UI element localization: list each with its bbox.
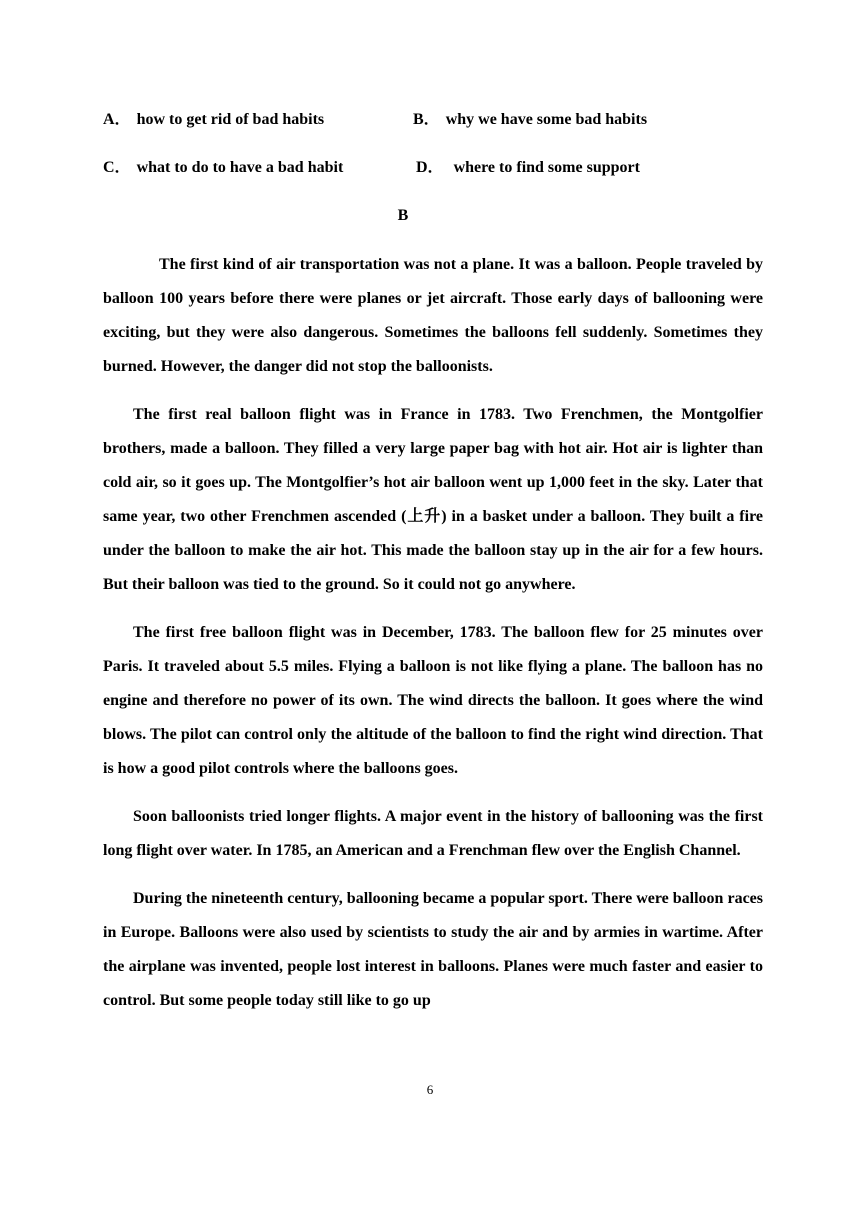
paragraph: During the nineteenth century, ballooning became a popular sport. There were balloon races in Europe. Balloons were also used by scientists to study the air and by armies in wartime. After the airplane was invented, people lost interest in balloons. Planes were much faster and easier to control. But some people today still like to go up bbox=[103, 890, 763, 1009]
option-letter: D． bbox=[416, 159, 444, 176]
paragraph: Soon balloonists tried longer flights. A major event in the history of ballooning was the first long flight over water. In 1785, an American and a Frenchman flew over the English Channel. bbox=[103, 808, 763, 859]
option-letter: C． bbox=[103, 159, 131, 176]
option-text: where to find some support bbox=[449, 159, 640, 176]
option-letter: A． bbox=[103, 111, 131, 128]
option-text: why we have some bad habits bbox=[445, 111, 648, 128]
option-c bbox=[103, 158, 343, 178]
paragraph: The first free balloon flight was in December, 1783. The balloon flew for 25 minutes over Paris. It traveled about 5.5 miles. Flying a balloon is not like flying a plane. The balloon has no engine and therefore no power of its own. The wind directs the balloon. It goes where the wind blows. The pilot can control only the altitude of the balloon to find the right wind direction. That is how a good pilot controls where the balloons goes. bbox=[103, 624, 763, 777]
paragraph: The first kind of air transportation was not a plane. It was a balloon. People traveled by balloon 100 years before there were planes or jet aircraft. Those early days of ballooning were exciting, but they were also dangerous. Sometimes the balloons fell suddenly. Sometimes they burned. However, the danger did not stop the balloonists. bbox=[103, 256, 763, 375]
option-a bbox=[103, 110, 324, 130]
page-number: 6 bbox=[426, 1082, 434, 1097]
option-text: how to get rid of bad habits bbox=[136, 111, 325, 128]
section-heading: B bbox=[397, 207, 409, 224]
option-text: what to do to have a bad habit bbox=[136, 159, 344, 176]
reading-passage bbox=[103, 248, 763, 1032]
option-letter: B． bbox=[413, 111, 440, 128]
option-d bbox=[416, 158, 640, 178]
paragraph: The first real balloon flight was in France in 1783. Two Frenchmen, the Montgolfier brothers, made a balloon. They filled a very large paper bag with hot air. Hot air is lighter than cold air, so it goes up. The Montgolfier’s hot air balloon went up 1,000 feet in the sky. Later that same year, two other Frenchmen ascended (上升) in a basket under a balloon. They built a fire under the balloon to make the air hot. This made the balloon stay up in the air for a few hours. But their balloon was tied to the ground. So it could not go anywhere. bbox=[103, 406, 763, 593]
option-b bbox=[413, 110, 647, 130]
